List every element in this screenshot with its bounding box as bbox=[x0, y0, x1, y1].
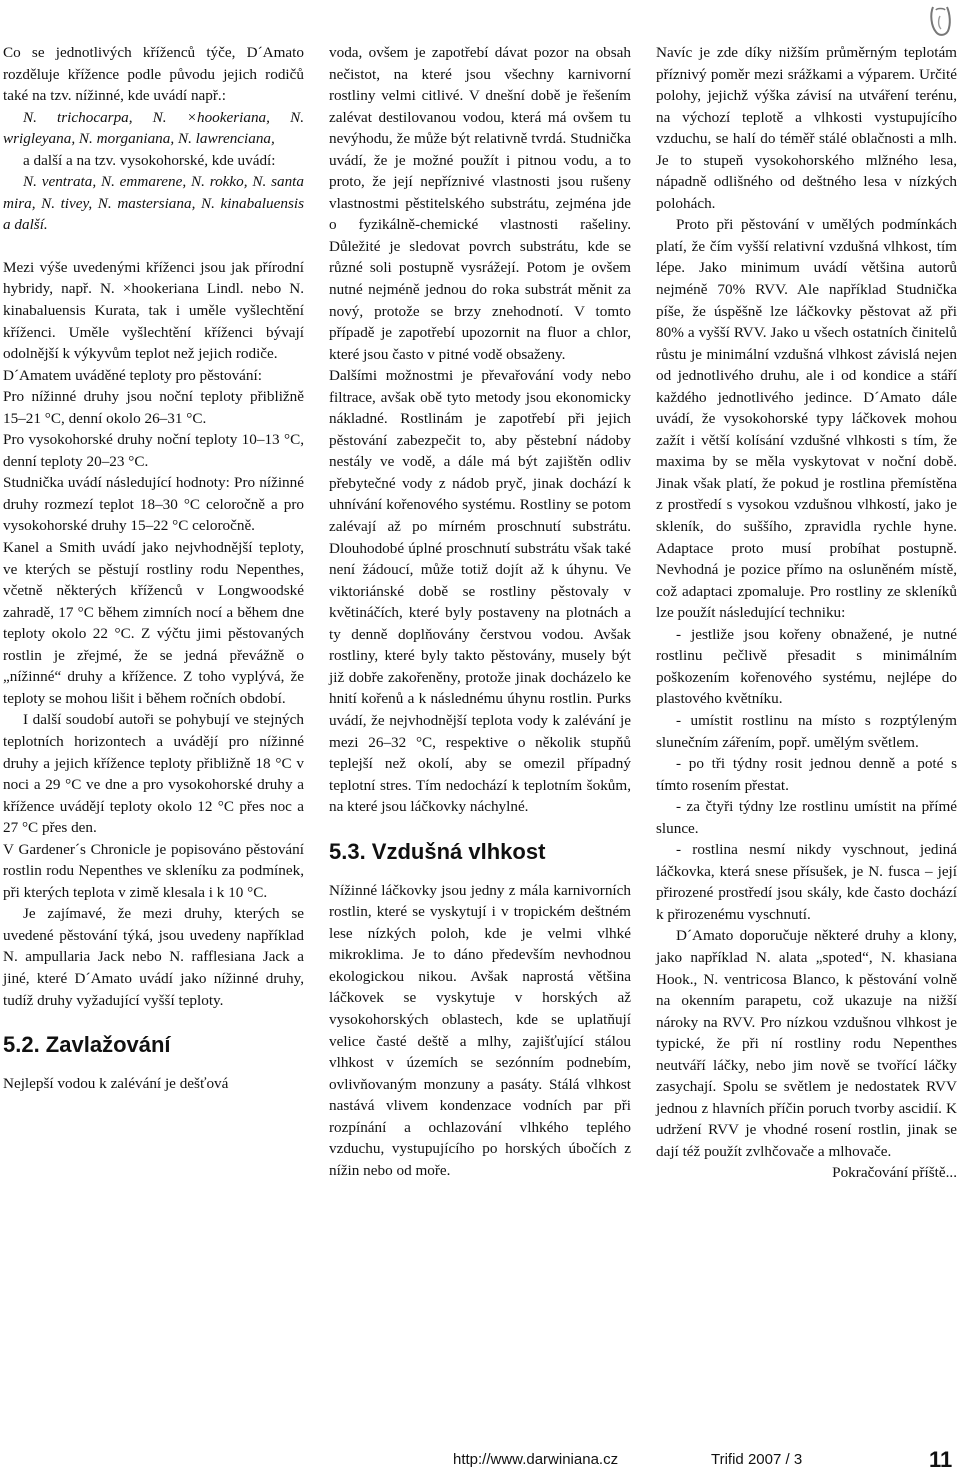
footer-issue: Trifid 2007 / 3 bbox=[711, 1451, 803, 1468]
list-item: - umístit rostlinu na místo s rozptýleným slunečním zářením, popř. umělým světlem. bbox=[656, 711, 957, 751]
darwiniana-logo-icon bbox=[928, 4, 954, 38]
footer-url[interactable]: http://www.darwiniana.cz bbox=[453, 1451, 619, 1468]
paragraph-lowland-hybrids: N. trichocarpa, N. ×hookeriana, N. wrigleyana, N. morganiana, N. lawrenciana, bbox=[3, 108, 304, 148]
paragraph: I další soudobí autoři se pohybují ve stejných teplotních horizontech a uvádějí pro nížinné druhy a jejich křížence teploty přibližně 18 °C v noci a 29 °C ve dne a pro vysokohorské druhy a křížence uvádějí teploty okolo 12 °C přes noc a 27 °C přes den. bbox=[3, 711, 304, 837]
paragraph: Nejlepší vodou k zalévání je dešťová bbox=[3, 1075, 229, 1093]
paragraph: Dalšími možnostmi je převařování vody nebo filtrace, avšak obě tyto metody jsou ekonomicky nákladné. Rostlinám je zapotřebí při jejich pěstování zabezpečit to, aby pěstební nádoby nestály ve vodě, a dále má být zajištěn odliv přebytečné vody z nádob pryč, jinak dochází k uhnívání kořenového systému. Rostliny se potom zalévají až po mírném proschnutí substrátu. Dlouhodobé úplné proschnutí substrátu však také není žádoucí, může totiž dojít až k úhynu. Ve viktoriánské době se rostliny pěstovaly v květináčích, které byly postaveny na plotnách a ty denně doplňovány čerstvou vodou. Avšak rostliny, které byly takto pěstovány, musely být již dobře zakořeněny, protože jinak docházelo ke hnití kořenů a k následnému úhynu rostlin. Purks uvádí, že nejvhodnější teplota vody k zalévání je mezi 26–32 °C, respektive o několik stupňů teplejší než okolí, aby se omezil případný teplotní stres. Tím nedochází k teplotním šokům, na které jsou láčkovky náchylné. bbox=[329, 367, 631, 816]
paragraph: Nížinné láčkovky jsou jedny z mála karnivorních rostlin, které se vyskytují i v tropickém deštném lese nízkých poloh, kde je velmi vlhké mikroklima. Je to dáno především nevhodnou ekologickou nikou. Avšak naprostá většina láčkovek se vyskytuje v horských až vysokohorských oblastech, kde se uplatňují velice časté deště a mlhy, zajišťující stálou vlhkost v územích se sezónním podnebím, ovlivňovaným monzuny a pasáty. Stálá vlhkost nastává vlivem kondenzace vodních par při rozpínání a ochlazování vlhkého teplého vzduchu, vystupujícího po horských úbočích z nížin nebo od moře. bbox=[329, 881, 631, 1179]
paragraph-highland-hybrids: N. ventrata, N. emmarene, N. rokko, N. santa mira, N. tivey, N. mastersiana, N. kinabaluensis a další. bbox=[3, 173, 304, 234]
paragraph: D´Amatem uváděné teploty pro pěstování: bbox=[3, 366, 262, 384]
paragraph: Co se jednotlivých kříženců týče, D´Amato rozděluje křížence podle původu jejich rodičů také na tzv. nížinné, kde uvádí např.: bbox=[3, 44, 304, 105]
list-item: - jestliže jsou kořeny obnažené, je nutné rostlinu pečlivě přesadit s minimálním poškozením kořenového systému, nejlépe do plastového květníku. bbox=[656, 625, 957, 708]
page-number: 11 bbox=[929, 1447, 953, 1472]
paragraph: V Gardener´s Chronicle je popisováno pěstování rostlin rodu Nepenthes ve skleníku za podmínek, při kterých teplota v zimě klesala i k 10 °C. bbox=[3, 840, 304, 901]
continued-note: Pokračování příště... bbox=[832, 1164, 957, 1182]
paragraph: Pro vysokohorské druhy noční teploty 10–13 °C, denní teploty 20–23 °C. bbox=[3, 431, 304, 470]
paragraph: Mezi výše uvedenými kříženci jsou jak přírodní hybridy, např. N. ×hookeriana Lindl. nebo N. kinabaluensis Kurata, tak i uměle vyšlechtění kříženci. Uměle vyšlechtění kříženci bývají odolnější k výkyvům teplot než jejich rodiče. bbox=[3, 258, 304, 363]
list-item: - po tři týdny rosit jednou denně a poté s tímto rosením přestat. bbox=[656, 755, 957, 794]
paragraph: voda, ovšem je zapotřebí dávat pozor na obsah nečistot, na které jsou všechny karnivorní rostliny velmi citlivé. V dnešní době je řešením zalévat destilovanou vodou, která má ovšem tu nevýhodu, že může být relativně tvrdá. Studnička uvádí, že je možné použít i pitnou vodu, a to proto, že její nepříznivé vlastnosti jsou rušeny vlastnostmi pěstitelského substrátu, zejména jde o fyzikálně-chemické vlastnosti rašeliny. Důležité je sledovat povrch substrátu, kde se různé soli postupně vysrážejí. Potom je ovšem nutné nejméně jednou do roka substrát měnit za nový, protože se brzy znehodnotí. V tomto případě je zapotřebí upozornit na fluor a chlor, které jsou často v pitné vodě obsaženy. bbox=[329, 44, 631, 363]
column-1 bbox=[3, 42, 304, 1095]
section-heading-watering: 5.2. Zavlažování bbox=[3, 1032, 171, 1058]
list-item: - za čtyři týdny lze rostlinu umístit na přímé slunce. bbox=[656, 798, 957, 837]
column-3 bbox=[656, 42, 957, 1184]
paragraph: Pro nížinné druhy jsou noční teploty přibližně 15–21 °C, denní okolo 26–31 °C. bbox=[3, 388, 304, 427]
paragraph: D´Amato doporučuje některé druhy a klony, jako například N. alata „spoted“, N. khasiana Hook., N. ventricosa Blanco, k pěstování volně na okenním parapetu, což ukazuje na nižší nároky na RVV. Pro nízkou vzdušnou vlhkost je typické, že při ní rostliny rodu Nepenthes neutváří láčky, nebo jim nově se tvořící láčky zasychají. Spolu se světlem je nedostatek RVV jednou z hlavních příčin poruch tvorby ascidií. K udržení RVV je vhodné rosení rostlin, jinak se dají též použít zvlhčovače a mlhovače. bbox=[656, 927, 957, 1160]
list-item: - rostlina nesmí nikdy vyschnout, jediná láčkovka, která snese přísušek, je N. fusca – její přirozené prostředí jsou skály, kde často dochází k přirozenému vyschnutí. bbox=[656, 841, 957, 923]
paragraph: Navíc je zde díky nižším průměrným teplotám příznivý poměr mezi srážkami a výparem. Určité polohy, jejichž výška závisí na utváření terénu, na výchozí teplotě a vlhkosti vystupujícího vzduchu, se halí do téměř stálé oblačnosti a mlh. Je to stupeň vysokohorského mlžného lesa, nápadně odlišného od deštného lesa v nízkých polohách. bbox=[656, 44, 957, 212]
paragraph: Studnička uvádí následující hodnoty: Pro nížinné druhy rozmezí teplot 18–30 °C celoročně a pro vysokohorské druhy 15–22 °C celoročně. bbox=[3, 474, 304, 535]
paragraph: a další a na tzv. vysokohorské, kde uvádí: bbox=[23, 151, 276, 169]
paragraph: Kanel a Smith uvádí jako nejvhodnější teploty, ve kterých se pěstují rostliny rodu Nepenthes, včetně některých kříženců v Longwoodské zahradě, 17 °C během zimních nocí a během dne teploty okolo 22 °C. Z výčtu jimi pěstovaných rostlin je zřejmé, že se jedná převážně o „nížinné“ druhy a křížence. Z toho vyplývá, že teploty se mohou lišit i během ročních období. bbox=[3, 539, 304, 707]
section-heading-humidity: 5.3. Vzdušná vlhkost bbox=[329, 838, 546, 864]
column-2 bbox=[329, 42, 631, 1181]
paragraph: Proto při pěstování v umělých podmínkách platí, že čím vyšší relativní vzdušná vlhkost, tím lépe. Jako minimum uvádí většina autorů nejméně 70% RVV. Ale například Studnička píše, že úspěšně lze láčkovky pěstovat až při 80% a vyšší RVV. Jako u všech ostatních činitelů růstu je minimální vzdušná vlhkost závislá nejen od jednotlivého druhu, ale i od kondice a stáří každého jednotlivého jedince. D´Amato dále uvádí, že vysokohorské typy láčkovek mohou zažít i větší kolísání vzdušné vlhkosti s tím, že maxima by se měla vyskytovat v noční době. Jinak však platí, že pokud je rostlina přemístěna z prostředí s vysokou vzdušnou vlhkostí, jako je skleník, do suššího, zpravidla rychle hyne. Adaptace proto musí probíhat postupně. Nevhodná je pozice přímo na osluněném místě, což adaptaci zpomaluje. Pro rostliny ze skleníků lze použít následující techniku: bbox=[656, 216, 957, 622]
paragraph: Je zajímavé, že mezi druhy, kterých se uvedené pěstování týká, jsou uvedeny například N. ampullaria Jack nebo N. rafflesiana Jack a jiné, které D´Amato uvádí jako nížinné druhy, tudíž druhy vyžadující vyšší teploty. bbox=[3, 905, 304, 1009]
